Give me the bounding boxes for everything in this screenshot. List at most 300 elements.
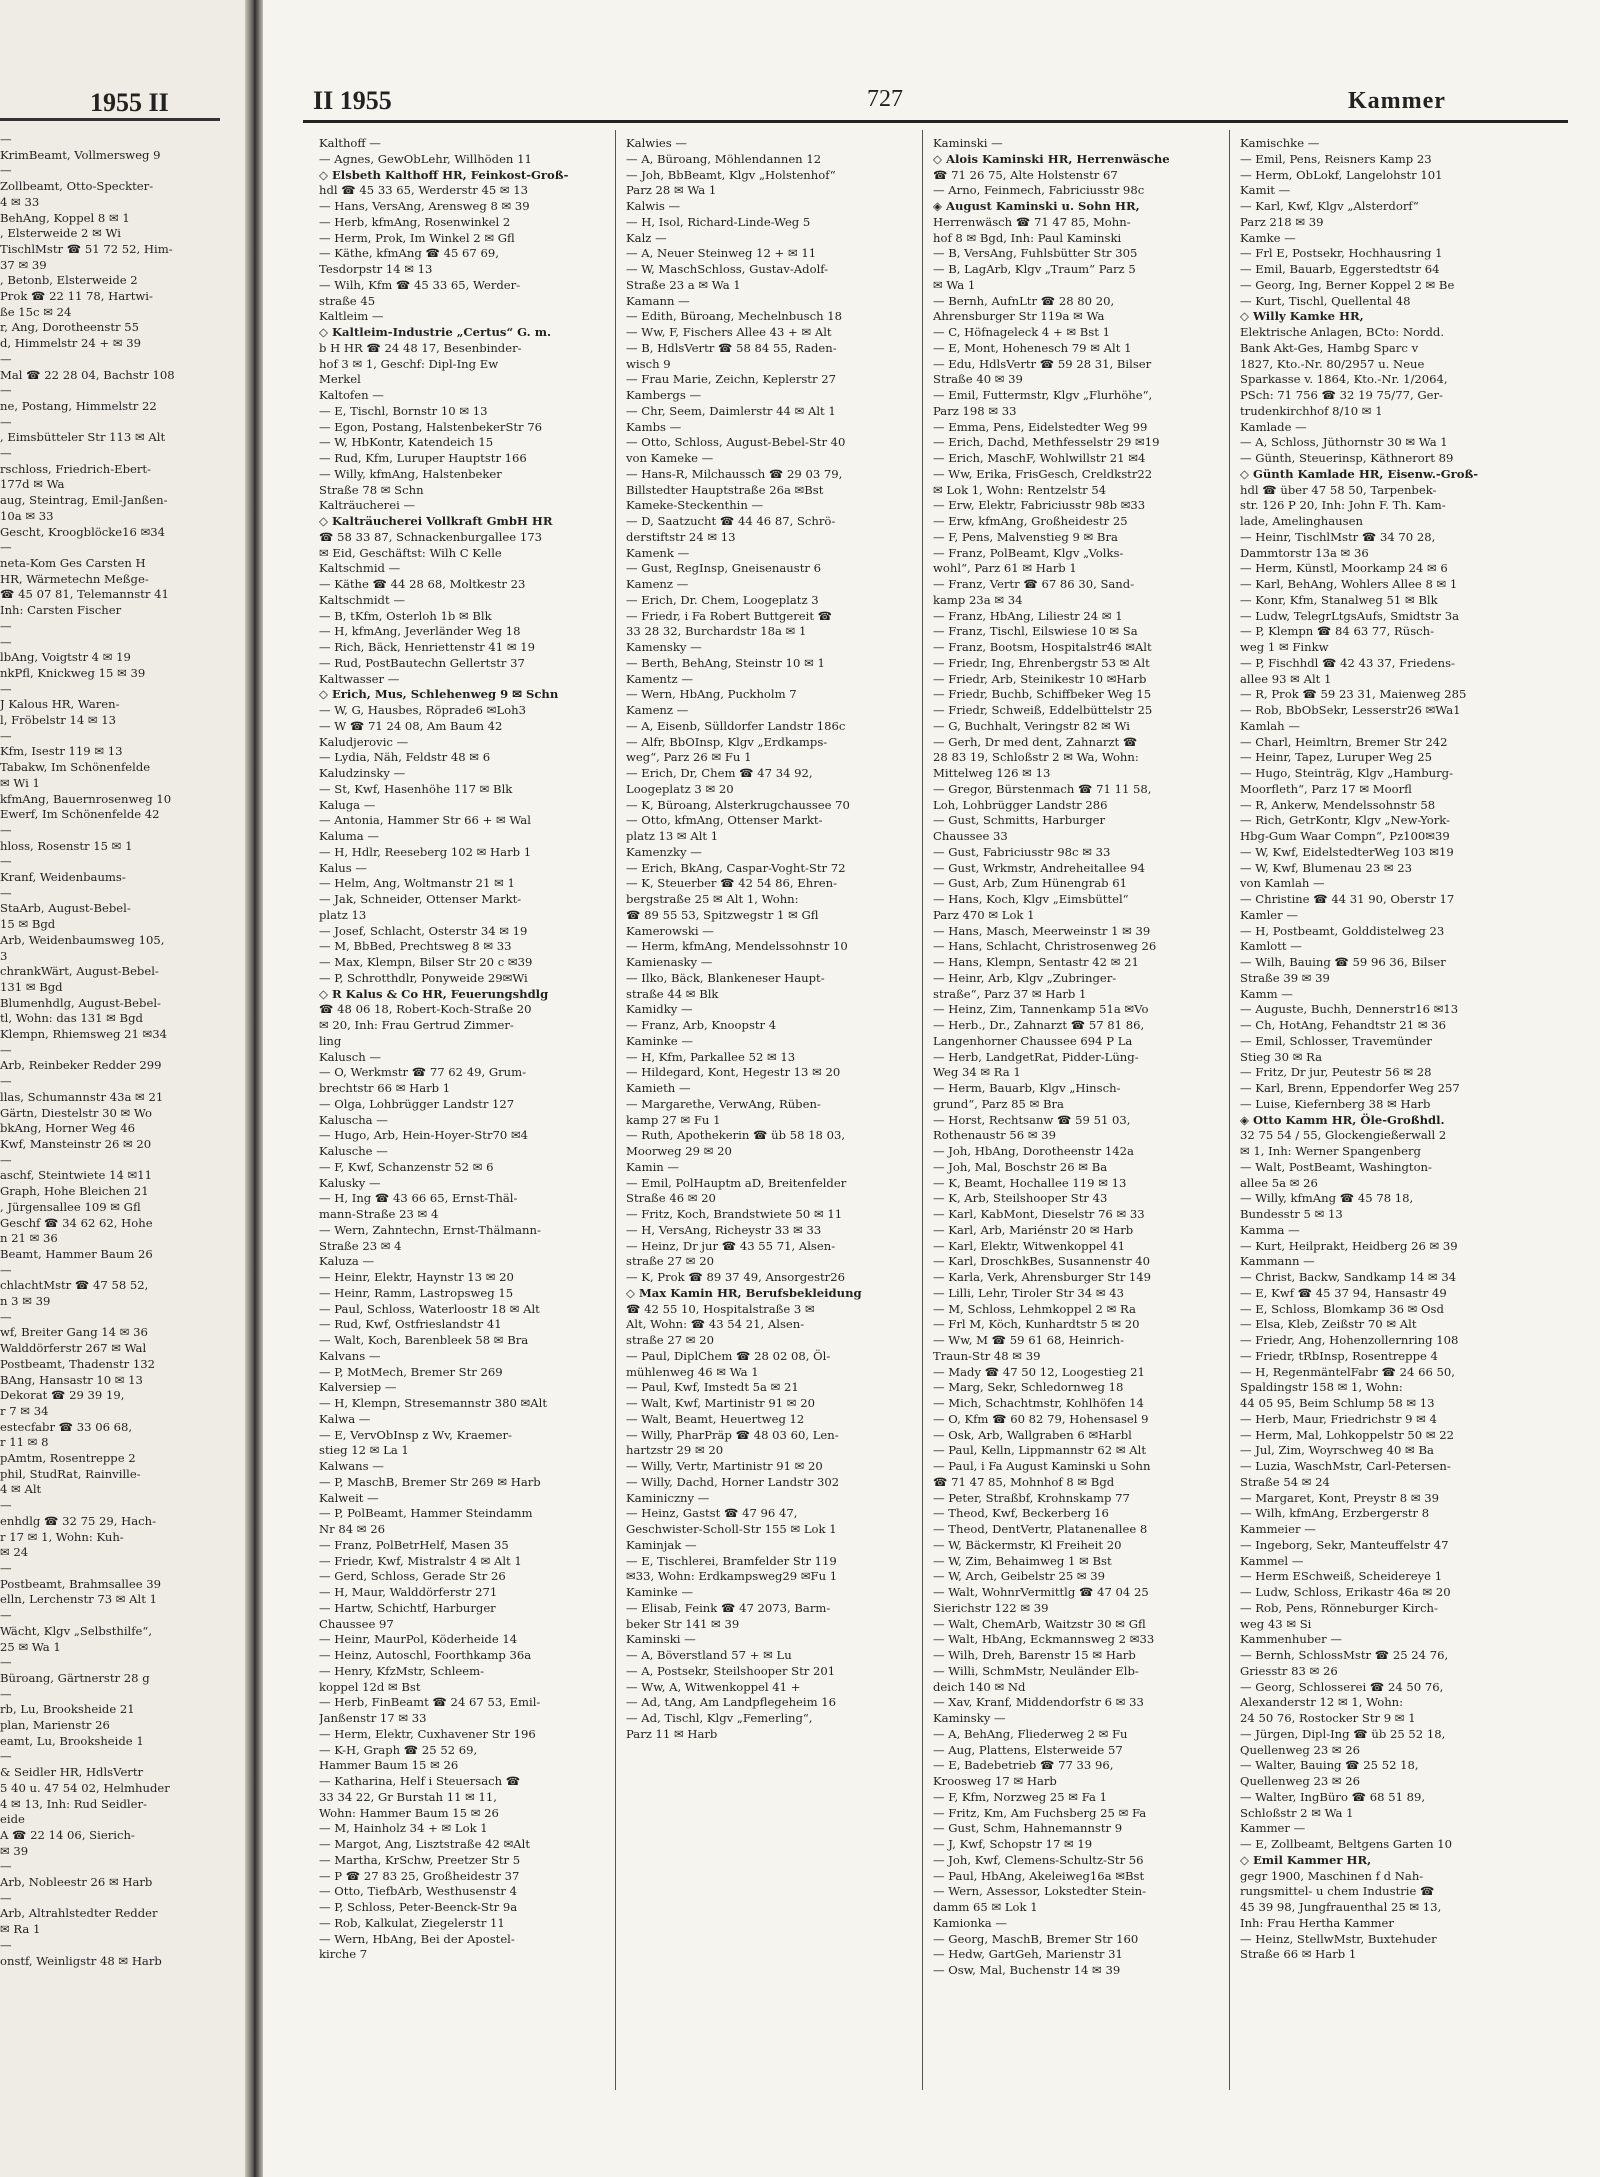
directory-entry-line: — G, Buchhalt, Veringstr 82 ✉ Wi [933,718,1130,733]
left-entry-line: aschf, Steintwiete 14 ✉11 [0,1168,152,1183]
left-entry-line: Kwf, Mansteinstr 26 ✉ 20 [0,1137,152,1151]
left-entry-line: Tabakw, Im Schönenfelde [0,760,151,775]
directory-entry-line: mühlenweg 46 ✉ Wa 1 [626,1364,759,1379]
directory-entry-line: Kaludjerovic — [319,734,409,749]
directory-entry-line: — Willi, SchmMstr, Neuländer Elb- [933,1663,1139,1678]
directory-entry-line: Kammel — [1240,1553,1304,1568]
directory-entry-line: — C, Höfnageleck 4 + ✉ Bst 1 [933,325,1110,339]
left-entry-line: , Jürgensallee 109 ✉ Gfl [0,1199,141,1214]
directory-entry-line: — P, MotMech, Bremer Str 269 [319,1364,503,1379]
left-entry-line: 5 40 u. 47 54 02, Helmhuder [0,1780,170,1795]
directory-entry-line: — R, Prok ☎ 59 23 31, Maienweg 285 [1240,687,1467,702]
directory-entry-line: bergstraße 25 ✉ Alt 1, Wohn: [626,892,799,906]
left-entry-line: TischlMstr ☎ 51 72 52, Him- [0,241,173,256]
directory-entry-line: — Walter, IngBüro ☎ 68 51 89, [1240,1789,1426,1804]
directory-entry-line: — Joh, Mal, Boschstr 26 ✉ Ba [933,1159,1108,1174]
left-entry-line: 25 ✉ Wa 1 [0,1639,61,1654]
directory-entry-line: — Heinr, Arb, Klgv „Zubringer- [933,970,1117,985]
directory-entry-line: Kameke-Steckenthin — [626,498,764,513]
directory-entry-line: Kamidky — [626,1002,693,1017]
left-entry-line: 3 [0,948,8,963]
left-entry-line: ße 15c ✉ 24 [0,304,72,319]
directory-entry-line: — Heinz, StellwMstr, Buxtehuder [1240,1931,1437,1946]
directory-entry-line: — Hans, Koch, Klgv „Eimsbüttel“ [933,892,1129,906]
directory-entry-line: Kalträucherei — [319,498,416,513]
directory-entry-line: ◇ Günth Kamlade HR, Eisenw.-Groß- [1240,466,1479,481]
directory-entry-line: b H HR ☎ 24 48 17, Besenbinder- [319,340,522,355]
left-entry-line: ne, Postang, Himmelstr 22 [0,398,157,413]
directory-entry-line: — Hans, VersAng, Arensweg 8 ✉ 39 [319,199,530,213]
directory-entry-line: — Rob, Kalkulat, Ziegelerstr 11 [319,1915,505,1930]
directory-entry-line: — F, Pens, Malvenstieg 9 ✉ Bra [933,529,1118,544]
directory-entry-line: — Luzia, WaschMstr, Carl-Petersen- [1240,1459,1451,1473]
left-entry-line: hloss, Rosenstr 15 ✉ 1 [0,838,133,853]
directory-entry-line: Kaluscha — [319,1112,388,1127]
directory-entry-line: — Margaret, Kont, Preystr 8 ✉ 39 [1240,1490,1440,1505]
page-number: 727 [867,86,903,112]
directory-column-4 [1240,136,1540,1963]
directory-entry-line: — Erich, MaschF, Wohlwillstr 21 ✉4 [933,451,1146,465]
directory-entry-line: mann-Straße 23 ✉ 4 [319,1207,439,1221]
directory-entry-line: — Antonia, Hammer Str 66 + ✉ Wal [319,813,531,828]
directory-entry-line: von Kameke — [626,451,714,465]
left-entry-line: Zollbeamt, Otto-Speckter- [0,179,154,194]
directory-entry-line: — K, Beamt, Hochallee 119 ✉ 13 [933,1175,1127,1190]
directory-entry-line: — Hedw, GartGeh, Marienstr 31 [933,1947,1123,1962]
directory-entry-line: — H, Isol, Richard-Linde-Weg 5 [626,214,811,229]
directory-entry-line: — Joh, BbBeamt, Klgv „Holstenhof“ [626,167,836,182]
directory-entry-line: Straße 23 ✉ 4 [319,1238,402,1253]
left-entry-line: 131 ✉ Bgd [0,979,63,994]
directory-entry-line: Kaminsky — [933,1711,1006,1725]
directory-entry-line: — P, MaschB, Bremer Str 269 ✉ Harb [319,1474,541,1489]
directory-entry-line: — Rich, Bäck, Henriettenstr 41 ✉ 19 [319,640,535,654]
left-entry-line: ✉ 39 [0,1843,29,1858]
directory-entry-line: — Paul, Kwf, Imstedt 5a ✉ 21 [626,1380,799,1395]
left-entry-line: r 11 ✉ 8 [0,1435,49,1450]
directory-entry-line: — Walter, Bauing ☎ 25 52 18, [1240,1758,1419,1773]
directory-entry-line: — Margarethe, VerwAng, Rüben- [626,1096,821,1111]
directory-entry-line: — Gregor, Bürstenmach ☎ 71 11 58, [933,781,1152,796]
directory-entry-line: — H, Ing ☎ 43 66 65, Ernst-Thäl- [319,1191,518,1206]
directory-entry-line: — Ww, F, Fischers Allee 43 + ✉ Alt [626,325,832,339]
directory-entry-line: ✉ 1, Inh: Werner Spangenberg [1240,1144,1421,1158]
directory-entry-line: rungsmittel- u chem Industrie ☎ [1240,1884,1435,1899]
directory-entry-line: — Wern, HbAng, Puckholm 7 [626,687,797,702]
directory-entry-line: Kammann — [1240,1254,1315,1269]
left-entry-line: Arb, Altrahlstedter Redder [0,1906,158,1921]
directory-entry-line: — Henry, KfzMstr, Schleem- [319,1663,485,1678]
directory-entry-line: Kamieth — [626,1081,691,1095]
directory-entry-line: Kalus — [319,860,367,875]
directory-entry-line: — Herm, ObLokf, Langelohstr 101 [1240,167,1443,182]
directory-entry-line: ☎ 71 26 75, Alte Holstenstr 67 [933,167,1118,182]
directory-entry-line: Parz 11 ✉ Harb [626,1726,718,1741]
directory-entry-line: — Herb, LandgetRat, Pidder-Lüng- [933,1049,1139,1064]
directory-entry-line: — Max, Klempn, Bilser Str 20 c ✉39 [319,955,533,969]
directory-entry-line: — Heinz, Dr jur ☎ 43 55 71, Alsen- [626,1238,836,1253]
directory-entry-line: — W, Kwf, Blumenau 23 ✉ 23 [1240,860,1413,875]
directory-entry-line: gegr 1900, Maschinen f d Nah- [1240,1868,1424,1883]
directory-entry-line: kamp 27 ✉ Fu 1 [626,1112,721,1127]
directory-entry-line: brechtstr 66 ✉ Harb 1 [319,1081,451,1095]
directory-entry-line: — Walt, ChemArb, Waitzstr 30 ✉ Gfl [933,1616,1146,1631]
left-entry-line: — [0,1262,12,1277]
directory-entry-line: Kalwis — [626,199,681,213]
directory-entry-line: — Gust, Fabriciusstr 98c ✉ 33 [933,844,1111,859]
directory-entry-line: — H, kfmAng, Jeverländer Weg 18 [319,624,521,639]
directory-entry-line: Kamlade — [1240,419,1307,434]
book-gutter [245,0,263,2177]
directory-entry-line: — Osw, Mal, Buchenstr 14 ✉ 39 [933,1963,1121,1977]
directory-entry-line: — Wilh, Bauing ☎ 59 96 36, Bilser [1240,955,1446,969]
directory-entry-line: Kaltofen — [319,388,384,402]
left-entry-line: 37 ✉ 39 [0,257,47,272]
directory-entry-line: — W ☎ 71 24 08, Am Baum 42 [319,718,503,733]
left-entry-line: pAmtm, Rosentreppe 2 [0,1451,136,1466]
directory-entry-line: Kalwa — [319,1411,371,1426]
directory-entry-line: — Bernh, AufnLtr ☎ 28 80 20, [933,293,1115,308]
directory-entry-line: — Wilh, kfmAng, Erzbergerstr 8 [1240,1506,1430,1521]
directory-entry-line: — Paul, Schloss, Waterloostr 18 ✉ Alt [319,1301,540,1316]
directory-entry-line: — Heinr, Tapez, Luruper Weg 25 [1240,750,1432,765]
directory-entry-line: — Paul, Kelln, Lippmannstr 62 ✉ Alt [933,1443,1146,1458]
directory-entry-line: platz 13 [319,907,367,922]
left-entry-line: , Elsterweide 2 ✉ Wi [0,226,121,241]
directory-entry-line: straße 44 ✉ Blk [626,986,719,1001]
directory-entry-line: — Edith, Büroang, Mechelnbusch 18 [626,309,843,324]
directory-entry-line: — Hans, Klempn, Sentastr 42 ✉ 21 [933,955,1139,969]
directory-entry-line: — Herm ESchweiß, Scheidereye 1 [1240,1569,1443,1584]
left-entry-line: StaArb, August-Bebel- [0,901,131,916]
directory-entry-line: — K-H, Graph ☎ 25 52 69, [319,1742,478,1757]
directory-entry-line: ☎ 89 55 53, Spitzwegstr 1 ✉ Gfl [626,907,819,922]
directory-entry-line: — Walt, Beamt, Heuertweg 12 [626,1411,805,1426]
directory-entry-line: — Marg, Sekr, Schledornweg 18 [933,1380,1124,1395]
directory-entry-line: — Emil, Pens, Reisners Kamp 23 [1240,151,1432,166]
left-entry-line: Mal ☎ 22 28 04, Bachstr 108 [0,367,175,382]
directory-entry-line: — B, tKfm, Osterloh 1b ✉ Blk [319,608,492,623]
left-entry-line: Beamt, Hammer Baum 26 [0,1246,153,1261]
left-entry-line: Kranf, Weidenbaums- [0,870,126,885]
directory-entry-line: — Ww, M ☎ 59 61 68, Heinrich- [933,1333,1125,1347]
directory-entry-line: — Walt, WohnrVermittlg ☎ 47 04 25 [933,1585,1149,1599]
left-entry-line: — [0,1749,12,1764]
left-entry-line: Prok ☎ 22 11 78, Hartwi- [0,289,153,304]
column-divider [1229,130,1230,2090]
directory-entry-line: — Herm, Mal, Lohkoppelstr 50 ✉ 22 [1240,1427,1455,1442]
left-entry-line: neta-Kom Ges Carsten H [0,555,146,570]
directory-entry-line: straße 27 ✉ 20 [626,1333,714,1347]
directory-entry-line: Kamionka — [933,1915,1007,1930]
right-page [263,0,1600,2177]
directory-entry-line: — D, Saatzucht ☎ 44 46 87, Schrö- [626,514,836,528]
directory-entry-line: Alexanderstr 12 ✉ 1, Wohn: [1240,1695,1404,1710]
directory-column-2 [626,136,911,1743]
directory-entry-line: Straße 46 ✉ 20 [626,1191,716,1206]
directory-entry-line: — P, Schloss, Peter-Beenck-Str 9a [319,1900,518,1914]
left-entry-line: 15 ✉ Bgd [0,917,56,932]
directory-entry-line: Kaltschmid — [319,561,401,576]
left-entry-line: — [0,885,12,900]
directory-entry-line: — Kurt, Heilprakt, Heidberg 26 ✉ 39 [1240,1238,1458,1253]
left-entry-line: phil, StudRat, Rainville- [0,1466,141,1481]
directory-entry-line: — Georg, MaschB, Bremer Str 160 [933,1931,1139,1946]
left-entry-line: — [0,446,12,461]
directory-entry-line: Hbg-Gum Waar Compn“, Pz100✉39 [1240,829,1450,843]
directory-entry-line: Inh: Frau Hertha Kammer [1240,1915,1394,1930]
directory-entry-line: weg 1 ✉ Finkw [1240,640,1329,654]
directory-entry-line: 1827, Kto.-Nr. 80/2957 u. Neue [1240,356,1425,371]
directory-entry-line: — Christ, Backw, Sandkamp 14 ✉ 34 [1240,1270,1457,1284]
left-entry-line: HR, Wärmetechn Meßge- [0,571,149,586]
directory-entry-line: Kaludzinsky — [319,766,406,780]
directory-entry-line: — Ilko, Bäck, Blankeneser Haupt- [626,970,825,985]
directory-entry-line: — Rich, GetrKontr, Klgv „New-York- [1240,813,1450,828]
directory-entry-line: — Elsa, Kleb, Zeißstr 70 ✉ Alt [1240,1317,1417,1332]
left-entry-line: Graph, Hohe Bleichen 21 [0,1184,149,1199]
directory-entry-line: Chaussee 33 [933,829,1008,843]
directory-entry-line: Sierichstr 122 ✉ 39 [933,1600,1049,1615]
directory-entry-line: — Ww, A, Witwenkoppel 41 + [626,1679,801,1694]
left-page-fragment [0,0,245,2177]
directory-entry-line: Alt, Wohn: ☎ 43 54 21, Alsen- [626,1317,805,1332]
directory-entry-line: Kambs — [626,419,682,434]
directory-entry-line: Parz 470 ✉ Lok 1 [933,907,1035,922]
left-entry-line: chrankWärt, August-Bebel- [0,964,159,979]
directory-entry-line: — Georg, Schlosserei ☎ 24 50 76, [1240,1679,1444,1694]
directory-entry-line: — Karl, DroschkBes, Susannenstr 40 [933,1254,1151,1269]
directory-entry-line: ◇ Erich, Mus, Schlehenweg 9 ✉ Schn [319,687,559,702]
directory-entry-line: — Helm, Ang, Woltmanstr 21 ✉ 1 [319,876,515,891]
directory-entry-line: stieg 12 ✉ La 1 [319,1443,409,1458]
directory-entry-line: — Fritz, Km, Am Fuchsberg 25 ✉ Fa [933,1805,1147,1820]
directory-entry-line: — Paul, i Fa August Kaminski u Sohn [933,1459,1151,1473]
directory-entry-line: — E, Schloss, Blomkamp 36 ✉ Osd [1240,1301,1444,1316]
directory-entry-line: — Günth, Steuerinsp, Käthnerort 89 [1240,451,1454,465]
left-entry-line: — [0,634,12,649]
directory-entry-line: Straße 23 a ✉ Wa 1 [626,277,741,292]
directory-entry-line: str. 126 P 20, Inh: John F. Th. Kam- [1240,498,1446,513]
directory-entry-line: — Herm, Künstl, Moorkamp 24 ✉ 6 [1240,561,1448,576]
left-entry-line: Arb, Reinbeker Redder 299 [0,1058,162,1073]
directory-entry-line: — Alfr, BbOInsp, Klgv „Erdkamps- [626,734,828,749]
directory-entry-line: — Heinr, Elektr, Haynstr 13 ✉ 20 [319,1270,514,1284]
directory-entry-line: — P, Fischhdl ☎ 42 43 37, Friedens- [1240,655,1455,670]
left-entry-line: — [0,1498,12,1513]
directory-entry-line: — Ludw, TelegrLtgsAufs, Smidtstr 3a [1240,608,1460,623]
directory-entry-line: Loh, Lohbrügger Landstr 286 [933,797,1108,812]
directory-entry-line: — Mady ☎ 47 50 12, Loogestieg 21 [933,1364,1145,1379]
directory-entry-line: — Josef, Schlacht, Osterstr 34 ✉ 19 [319,923,528,938]
directory-entry-line: — Christine ☎ 44 31 90, Oberstr 17 [1240,892,1455,906]
directory-entry-line: — Paul, HbAng, Akeleiweg16a ✉Bst [933,1868,1145,1883]
directory-entry-line: — Gerd, Schloss, Gerade Str 26 [319,1569,506,1584]
directory-entry-line: — Franz, Arb, Knoopstr 4 [626,1018,777,1032]
directory-entry-line: — F, Kfm, Norzweg 25 ✉ Fa 1 [933,1789,1107,1804]
column-divider [615,130,616,2090]
directory-entry-line: — Gust, Arb, Zum Hünengrab 61 [933,876,1128,891]
directory-entry-line: Schloßstr 2 ✉ Wa 1 [1240,1805,1354,1820]
left-entry-line: rschloss, Friedrich-Ebert- [0,461,151,476]
directory-entry-line: Quellenweg 23 ✉ 26 [1240,1774,1361,1788]
left-entry-line: — [0,1074,12,1089]
left-entry-line: — [0,1152,12,1167]
left-entry-line: Ewerf, Im Schönenfelde 42 [0,807,160,822]
directory-entry-line: — Herm, Bauarb, Klgv „Hinsch- [933,1081,1121,1095]
directory-entry-line: weg“, Parz 26 ✉ Fu 1 [626,750,752,765]
directory-entry-line: — Erw, Elektr, Fabriciusstr 98b ✉33 [933,498,1146,513]
directory-entry-line: hdl ☎ über 47 58 50, Tarpenbek- [1240,482,1437,497]
directory-entry-line: — Konr, Kfm, Stanalweg 51 ✉ Blk [1240,592,1438,607]
directory-entry-line: — Hans, Schlacht, Christrosenweg 26 [933,939,1157,954]
directory-entry-line: Kamlott — [1240,939,1302,954]
directory-entry-line: Weg 34 ✉ Ra 1 [933,1065,1021,1080]
header-keyword: Kammer [1348,88,1446,114]
directory-entry-line: Straße 40 ✉ 39 [933,372,1023,387]
left-entry-line: Arb, Weidenbaumsweg 105, [0,932,165,947]
directory-entry-line: derstiftstr 24 ✉ 13 [626,529,736,544]
directory-entry-line: — Heinr, TischlMstr ☎ 34 70 28, [1240,529,1436,544]
directory-entry-line: lade, Amelinghausen [1240,514,1363,528]
left-entry-line: aug, Steintrag, Emil-Janßen- [0,493,168,508]
left-entry-line: — [0,351,12,366]
left-entry-line: Arb, Nobleestr 26 ✉ Harb [0,1875,153,1890]
directory-entry-line: Kamma — [1240,1222,1300,1237]
left-entry-line: chlachtMstr ☎ 47 58 52, [0,1278,149,1293]
directory-entry-line: 33 28 32, Burchardstr 18a ✉ 1 [626,624,807,639]
directory-entry-line: Hammer Baum 15 ✉ 26 [319,1758,459,1773]
header-volume-year: II 1955 [313,86,392,115]
directory-entry-line: — Rud, PostBautechn Gellertstr 37 [319,655,525,670]
directory-entry-line: — Herm, kfmAng, Mendelssohnstr 10 [626,939,848,954]
left-entry-line: Blumenhdlg, August-Bebel- [0,995,161,1010]
directory-entry-line: Straße 66 ✉ Harb 1 [1240,1947,1357,1962]
directory-entry-line: — Auguste, Buchh, Dennerstr16 ✉13 [1240,1002,1459,1017]
directory-entry-line: — Friedr, Ang, Hohenzollernring 108 [1240,1333,1459,1347]
directory-entry-line: — B, VersAng, Fuhlsbütter Str 305 [933,246,1138,261]
directory-entry-line: — H, RegenmäntelFabr ☎ 24 66 50, [1240,1364,1455,1379]
directory-entry-line: — A, Böverstland 57 + ✉ Lu [626,1648,792,1662]
directory-entry-line: — Fritz, Dr jur, Peutestr 56 ✉ 28 [1240,1065,1432,1080]
directory-entry-line: straße 27 ✉ 20 [626,1254,714,1269]
directory-entry-line: — Fritz, Koch, Brandstwiete 50 ✉ 11 [626,1207,843,1221]
page-header [263,84,1600,120]
directory-entry-line: von Kamlah — [1240,876,1325,891]
directory-entry-line: — Gust, Schmitts, Harburger [933,813,1106,828]
directory-entry-line: Sparkasse v. 1864, Kto.-Nr. 1/2064, [1240,372,1448,387]
directory-entry-line: — A, Büroang, Möhlendannen 12 [626,151,822,166]
left-entry-line: kfmAng, Bauernrosenweg 10 [0,791,172,806]
left-entry-line: n 3 ✉ 39 [0,1294,51,1309]
directory-entry-line: koppel 12d ✉ Bst [319,1679,421,1694]
left-entry-line: r 7 ✉ 34 [0,1403,49,1418]
directory-entry-line: — Herb., Dr., Zahnarzt ☎ 57 81 86, [933,1018,1145,1032]
left-entry-line: onstf, Weinligstr 48 ✉ Harb [0,1953,162,1968]
left-entry-line: ✉ Ra 1 [0,1922,41,1937]
directory-entry-line: Kammenhuber — [1240,1632,1342,1647]
directory-entry-line: — Peter, Straßbf, Krohnskamp 77 [933,1490,1130,1505]
left-entry-line: plan, Marienstr 26 [0,1718,110,1733]
directory-entry-line: Kambergs — [626,388,702,402]
directory-entry-line: Kalweit — [319,1490,379,1505]
directory-entry-line: — Franz, PolBetrHelf, Masen 35 [319,1537,509,1552]
directory-entry-line: Geschwister-Scholl-Str 155 ✉ Lok 1 [626,1522,837,1536]
directory-entry-line: — Herm, Elektr, Cuxhavener Str 196 [319,1726,536,1741]
directory-entry-line: — Aug, Plattens, Elsterweide 57 [933,1742,1123,1757]
column-divider [922,130,923,2090]
directory-entry-line: — Rob, BbObSekr, Lesserstr26 ✉Wa1 [1240,703,1461,717]
directory-entry-line: Elektrische Anlagen, BCto: Nordd. [1240,325,1445,339]
directory-entry-line: — Erich, Dr. Chem, Loogeplatz 3 [626,592,819,607]
left-entry-line: — [0,1890,12,1905]
left-entry-line: BehAng, Koppel 8 ✉ 1 [0,210,130,225]
directory-entry-line: — Frl E, Postsekr, Hochhausring 1 [1240,246,1443,261]
directory-entry-line: Kaluma — [319,829,379,843]
directory-entry-line: Loogeplatz 3 ✉ 20 [626,781,734,796]
directory-entry-line: — Joh, Kwf, Clemens-Schultz-Str 56 [933,1852,1144,1867]
directory-entry-line: Wohn: Hammer Baum 15 ✉ 26 [319,1805,499,1820]
directory-entry-line: — H, VersAng, Richeystr 33 ✉ 33 [626,1222,822,1237]
directory-entry-line: Kamischke — [1240,136,1320,150]
directory-entry-line: — Gust, Wrkmstr, Andreheitallee 94 [933,860,1146,875]
directory-entry-line: — Emil, Schlosser, Travemünder [1240,1033,1432,1048]
directory-entry-line: — Friedr, Arb, Steinikestr 10 ✉Harb [933,671,1147,686]
directory-entry-line: — A, Postsekr, Steilshooper Str 201 [626,1663,836,1678]
directory-entry-line: Moorfleth“, Parz 17 ✉ Moorfl [1240,781,1412,796]
directory-entry-line: — Hildegard, Kont, Hegestr 13 ✉ 20 [626,1065,841,1080]
directory-entry-line: Kamann — [626,293,690,308]
left-entry-line: 4 ✉ Alt [0,1482,42,1497]
directory-entry-line: Tesdorpstr 14 ✉ 13 [319,262,433,276]
directory-entry-line: — Karla, Verk, Ahrensburger Str 149 [933,1270,1152,1284]
left-entry-line: nkPfl, Knickweg 15 ✉ 39 [0,665,146,680]
directory-entry-line: — W, HbKontr, Katendeich 15 [319,435,494,450]
directory-entry-line: — Frl M, Köch, Kunhardtstr 5 ✉ 20 [933,1317,1140,1332]
directory-entry-line: hof 3 ✉ 1, Geschf: Dipl-Ing Ew [319,356,499,371]
directory-entry-line: — Herb, kfmAng, Rosenwinkel 2 [319,214,511,229]
directory-entry-line: Kalusch — [319,1049,381,1064]
directory-entry-line: — Jürgen, Dipl-Ing ☎ üb 25 52 18, [1240,1726,1446,1741]
left-entry-line: — [0,1937,12,1952]
directory-entry-line: Quellenweg 23 ✉ 26 [1240,1742,1361,1757]
left-entry-line: — [0,854,12,869]
directory-entry-line: — Kurt, Tischl, Quellental 48 [1240,293,1411,308]
directory-entry-line: — Willy, Vertr, Martinistr 91 ✉ 20 [626,1459,823,1473]
directory-entry-line: — Erw, kfmAng, Großheidestr 25 [933,514,1128,528]
left-entry-line: ☎ 45 07 81, Telemannstr 41 [0,587,169,602]
directory-entry-line: Stieg 30 ✉ Ra [1240,1049,1323,1064]
directory-entry-line: Kaluga — [319,797,376,812]
directory-entry-line: — Margot, Ang, Lisztstraße 42 ✉Alt [319,1837,531,1851]
left-entry-line: Gärtn, Diestelstr 30 ✉ Wo [0,1105,153,1120]
directory-entry-line: 44 05 95, Beim Schlump 58 ✉ 13 [1240,1396,1435,1410]
directory-entry-line: — E, Badebetrieb ☎ 77 33 96, [933,1758,1114,1773]
directory-entry-line: Kaluza — [319,1254,375,1269]
directory-entry-line: — K, Büroang, Alsterkrugchaussee 70 [626,797,850,812]
left-entry-line: A ☎ 22 14 06, Sierich- [0,1827,135,1842]
directory-entry-line: — H, Hdlr, Reeseberg 102 ✉ Harb 1 [319,844,532,859]
directory-entry-line: ◇ Kalträucherei Vollkraft GmbH HR [319,514,553,528]
directory-entry-line: — Rud, Kfm, Luruper Hauptstr 166 [319,451,527,465]
directory-entry-line: — K, Arb, Steilshooper Str 43 [933,1191,1108,1206]
directory-entry-line: ☎ 71 47 85, Mohnhof 8 ✉ Bgd [933,1474,1115,1489]
directory-entry-line: — Emil, PolHauptm aD, Breitenfelder [626,1175,847,1190]
directory-entry-line: — Hartw, Schichtf, Harburger [319,1600,496,1615]
directory-entry-line: 33 34 22, Gr Burstah 11 ✉ 11, [319,1789,497,1804]
directory-entry-line: — E, Tischl, Bornstr 10 ✉ 13 [319,403,488,418]
directory-entry-line: — Willy, Dachd, Horner Landstr 302 [626,1474,840,1489]
